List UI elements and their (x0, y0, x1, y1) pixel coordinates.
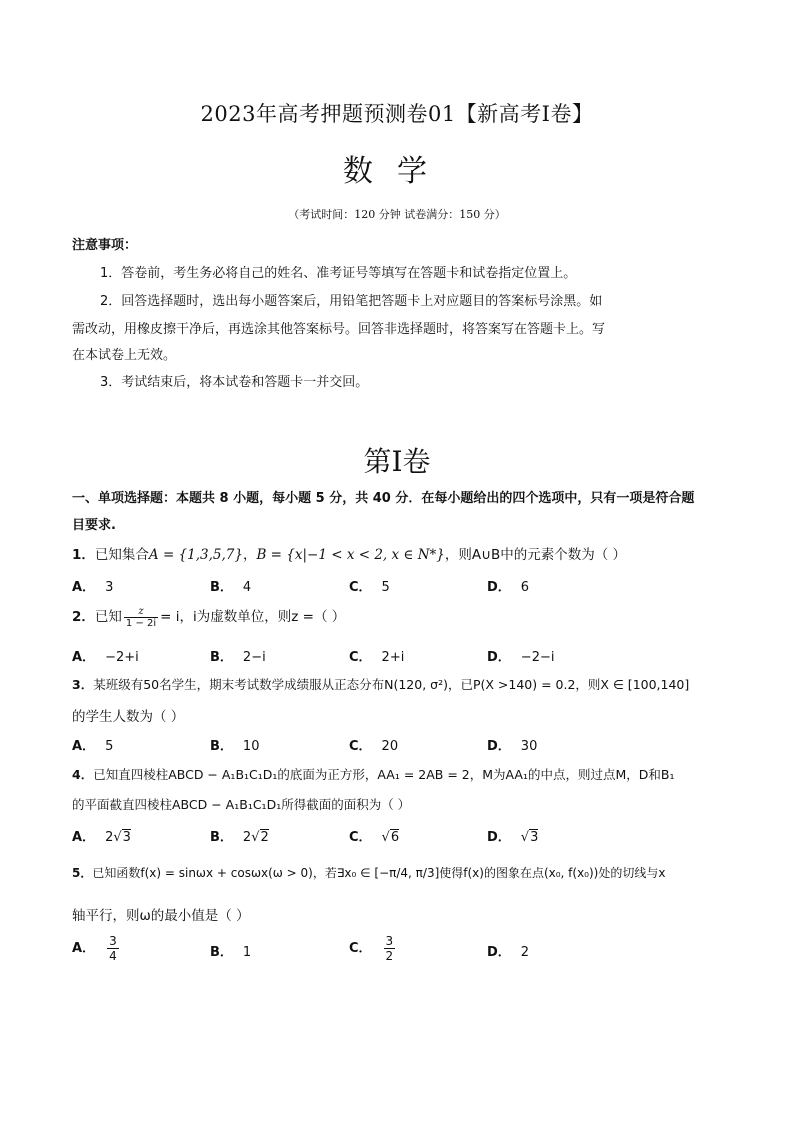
option-label: A． (72, 650, 96, 665)
fraction-numerator: 3 (385, 934, 394, 948)
option-text: 5 (381, 580, 390, 595)
option-text: 2+i (381, 650, 405, 665)
option-text: 2 (520, 945, 530, 960)
option-text: 10 (242, 739, 260, 754)
radicand: 6 (390, 830, 400, 845)
option-c (349, 934, 397, 963)
option-label: C． (349, 650, 372, 665)
option-label: B． (210, 580, 233, 595)
notice-item-2-line-2: 需改动，用橡皮擦干净后，再选涂其他答案标号。回答非选择题时，将答案写在答题卡上。写 (72, 322, 606, 337)
option-label: B． (210, 650, 233, 665)
notice-item-1: 1．答卷前，考生务必将自己的姓名、准考证号等填写在答题卡和试卷指定位置上。 (100, 266, 577, 281)
option-text: 5 (105, 739, 114, 754)
fraction-numerator: z (124, 606, 158, 618)
question-3 (72, 675, 689, 693)
option-label: C． (349, 580, 372, 595)
fraction (384, 934, 396, 963)
question-number: 3． (72, 677, 94, 692)
option-text: 30 (520, 739, 538, 754)
question-3-line-1: 某班级有50名学生，期末考试数学成绩服从正态分布N(120, σ²)，已P(X >140) = 0.2，则X ∈ [100,140] (93, 677, 690, 692)
radicand: 2 (260, 830, 269, 845)
question-number: 4． (72, 767, 94, 782)
option-d (487, 735, 537, 754)
fraction-denominator: 2 (385, 949, 394, 963)
option-c (349, 646, 404, 665)
option-text: −2+i (105, 650, 139, 665)
fraction-numerator: 3 (109, 934, 117, 948)
section-heading-line-1: 一、单项选择题：本题共 8 小题，每小题 5 分，共 40 分．在每小题给出的四个选项中，只有一项是符合题 (72, 491, 695, 506)
fraction-denominator: 4 (109, 949, 117, 963)
option-label: B． (210, 830, 233, 845)
question-5 (72, 864, 665, 881)
option-d (487, 646, 554, 665)
option-d (487, 826, 538, 845)
option-label: D． (487, 945, 511, 960)
option-b (210, 646, 266, 665)
option-label: D． (487, 739, 511, 754)
option-d (487, 941, 529, 960)
option-a (72, 934, 121, 963)
option-text: 6 (520, 580, 530, 595)
option-label: B． (210, 739, 233, 754)
question-4-continued: 的平面截直四棱柱ABCD − A₁B₁C₁D₁所得截面的面积为（ ） (72, 797, 411, 812)
question-2 (72, 605, 345, 629)
option-coef: 2 (242, 830, 252, 845)
option-c (349, 735, 398, 754)
option-c (349, 826, 399, 845)
option-label: A． (72, 739, 96, 754)
question-1-post: ，则A∪B中的元素个数为（ ） (444, 547, 627, 563)
option-a (72, 826, 131, 845)
notice-heading: 注意事项： (72, 238, 138, 253)
notice-item-2-line-3: 在本试卷上无效。 (72, 348, 177, 363)
option-a (72, 646, 139, 665)
option-label: C． (349, 739, 372, 754)
option-b (210, 735, 259, 754)
question-number: 2． (72, 609, 95, 625)
question-5-continued: 轴平行，则ω的最小值是（ ） (72, 908, 250, 924)
question-number: 5． (72, 866, 93, 880)
option-b (210, 826, 269, 845)
option-text: 1 (242, 945, 252, 960)
set-b: B = {x|−1 < x < 2, x ∈ N*} (256, 547, 445, 563)
option-text: 2−i (242, 650, 266, 665)
option-b (210, 941, 251, 960)
section-heading-line-2: 目要求. (72, 518, 116, 533)
question-3-continued: 的学生人数为（ ） (72, 709, 185, 725)
question-4 (72, 765, 675, 783)
option-label: A． (72, 580, 96, 595)
option-text: 3 (105, 580, 114, 595)
option-label: D． (487, 580, 511, 595)
question-5-line-1: 已知函数f(x) = sinωx + cosωx(ω > 0)，若∃x₀ ∈ [−π/4, π/3]使得f(x)的图象在点(x₀, f(x₀))处的切线与x (92, 866, 666, 880)
fraction-denominator: 1 − 2i (125, 617, 157, 629)
sqrt-sign: √ (520, 830, 530, 845)
notice-item-3: 3．考试结束后，将本试卷和答题卡一并交回。 (100, 375, 369, 390)
sqrt-sign: √ (113, 830, 122, 845)
option-label: B． (210, 945, 233, 960)
option-b (210, 576, 251, 595)
question-2-pre: 已知 (94, 609, 122, 625)
option-text: 20 (381, 739, 399, 754)
question-number: 1． (72, 547, 95, 563)
question-1: 1．已知集合A = {1,3,5,7}，B = {x|−1 < x < 2, x ∈ N*}，则A∪B中的元素个数为（ ） (72, 547, 627, 563)
fraction (107, 934, 119, 963)
sqrt-sign: √ (251, 830, 260, 845)
notice-item-2-line-1: 2．回答选择题时，选出每小题答案后，用铅笔把答题卡上对应题目的答案标号涂黑。如 (100, 294, 603, 309)
option-c (349, 576, 390, 595)
volume-title: 第Ⅰ卷 (363, 445, 431, 478)
question-2-mid: = i，i为虚数单位，则z =（ ） (160, 609, 346, 625)
paper-title: 2023年高考押题预测卷01【新高考Ⅰ卷】 (200, 102, 594, 126)
option-text: −2−i (520, 650, 555, 665)
radicand: 3 (122, 830, 131, 845)
sqrt-sign: √ (381, 830, 390, 845)
question-1-pre: 已知集合 (94, 547, 149, 563)
option-label: A． (72, 830, 96, 845)
option-label: C． (349, 830, 372, 845)
option-label: A． (72, 941, 96, 956)
subject-title: 数学 (343, 154, 451, 189)
option-label: C． (349, 941, 372, 956)
set-a: A = {1,3,5,7} (148, 547, 243, 563)
option-coef: 2 (105, 830, 114, 845)
fraction (124, 606, 158, 629)
option-label: D． (487, 830, 511, 845)
option-label: D． (487, 650, 511, 665)
radicand: 3 (530, 830, 539, 845)
option-text: 4 (242, 580, 252, 595)
option-d (487, 576, 529, 595)
option-a (72, 576, 113, 595)
exam-info: （考试时间：120 分钟 试卷满分：150 分） (288, 208, 506, 221)
question-4-line-1: 已知直四棱柱ABCD − A₁B₁C₁D₁的底面为正方形，AA₁ = 2AB = 2，M为AA₁的中点，则过点M，D和B₁ (93, 767, 675, 782)
option-a (72, 735, 113, 754)
